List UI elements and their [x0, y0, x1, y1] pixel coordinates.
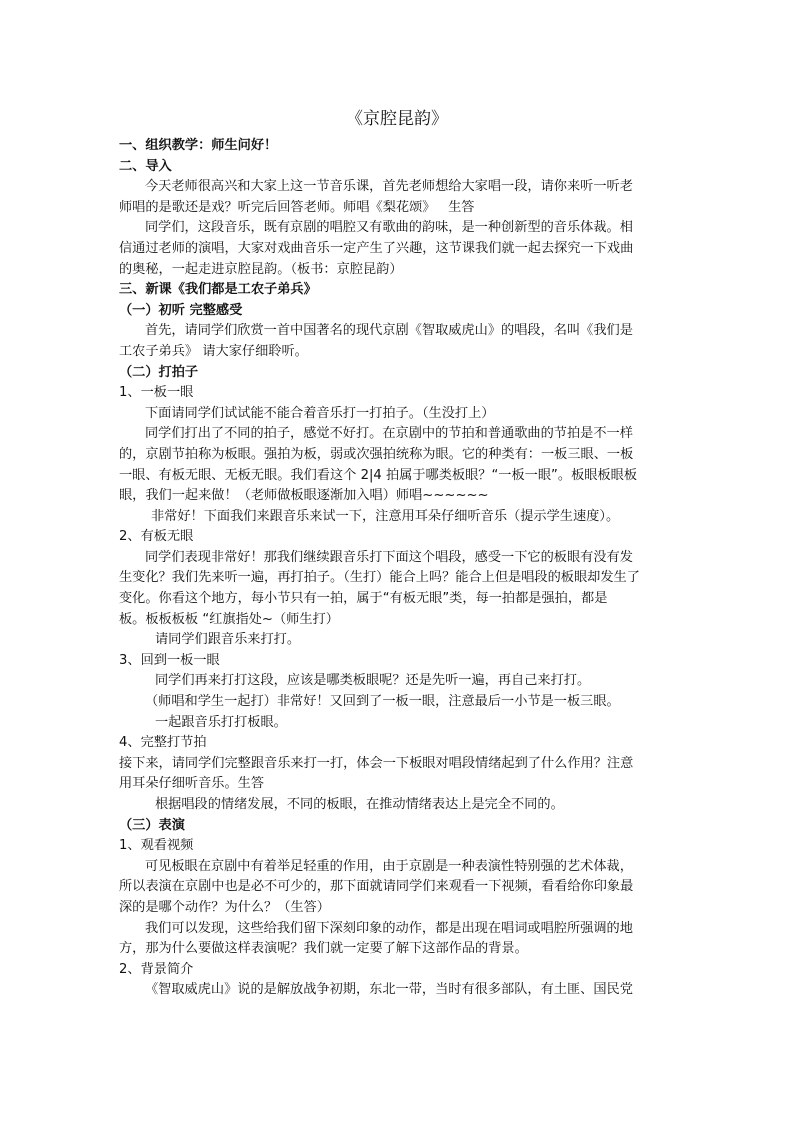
item-heading: 4、完整打节拍: [119, 735, 207, 751]
item-heading: 3、回到一板一眼: [119, 652, 220, 668]
paragraph-line: 今天老师很高兴和大家上这一节音乐课，首先老师想给大家唱一段，请你来听一听老: [145, 179, 633, 195]
paragraph-line: 一眼、有板无眼、无板无眼。我们看这个 2|4 拍属于哪类板眼？“一板一眼”。板眼板眼板: [119, 467, 638, 483]
paragraph-line: 的奥秘，一起走进京腔昆韵。（板书：京腔昆韵）: [119, 261, 403, 277]
subsection-heading: （一）初听 完整感受: [119, 302, 243, 318]
paragraph-line: 一起跟音乐打打板眼。: [155, 714, 287, 730]
paragraph-line: （师唱和学生一起打）非常好！又回到了一板一眼，注意最后一小节是一板三眼。: [145, 694, 620, 710]
paragraph-line: 同学们再来打打这段，应该是哪类板眼呢？还是先听一遍，再自己来打打。: [155, 673, 591, 689]
document-body: [119, 136, 675, 1001]
paragraph-line: 方，那为什么要做这样表演呢？我们就一定要了解下这部作品的背景。: [119, 941, 528, 957]
paragraph-line: 工农子弟兵》 请大家仔细聆听。: [119, 343, 308, 359]
paragraph-line: 同学们表现非常好！那我们继续跟音乐打下面这个唱段，感受一下它的板眼有没有发: [145, 549, 633, 565]
paragraph-line: 的，京剧节拍称为板眼。强拍为板，弱或次强拍统称为眼。它的种类有：一板三眼、一板: [119, 446, 634, 462]
subsection-heading: （三）表演: [119, 817, 185, 833]
paragraph-line: 信通过老师的演唱，大家对戏曲音乐一定产生了兴趣，这节课我们就一起去探究一下戏曲: [119, 240, 634, 256]
section-heading: 二、导入: [119, 158, 172, 174]
paragraph-line: 同学们，这段音乐，既有京剧的唱腔又有歌曲的韵味，是一种创新型的音乐体裁。相: [145, 220, 633, 236]
item-heading: 2、有板无眼: [119, 529, 194, 545]
item-heading: 2、背景简介: [119, 961, 194, 977]
paragraph-line: 《智取威虎山》说的是解放战争初期，东北一带，当时有很多部队，有土匪、国民党: [145, 982, 633, 998]
paragraph-line: 生变化？我们先来听一遍，再打拍子。（生打）能合上吗？能合上但是唱段的板眼却发生了: [119, 570, 640, 586]
paragraph-line: 下面请同学们试试能不能合着音乐打一打拍子。（生没打上）: [145, 405, 495, 421]
paragraph-line: 可见板眼在京剧中有着举足轻重的作用，由于京剧是一种表演性特别强的艺术体裁，: [145, 858, 633, 874]
paragraph-line: 深的是哪个动作？为什么？（生答）: [119, 899, 330, 915]
item-heading: 1、观看视频: [119, 838, 194, 854]
section-heading: 一、组织教学：师生问好！: [119, 138, 278, 153]
paragraph-line: 我们可以发现，这些给我们留下深刻印象的动作，都是出现在唱词或唱腔所强调的地: [145, 920, 633, 936]
paragraph-line: 变化。你看这个地方，每小节只有一拍，属于“有板无眼”类，每一拍都是强拍，都是: [119, 591, 608, 607]
item-heading: 1、一板一眼: [119, 385, 194, 401]
paragraph-line: 接下来，请同学们完整跟音乐来打一打，体会一下板眼对唱段情绪起到了什么作用？注意: [119, 755, 634, 771]
paragraph-line: 板。板板板板 “红旗指处~（师生打）: [119, 611, 339, 627]
paragraph-line: 根据唱段的情绪发展，不同的板眼，在推动情绪表达上是完全不同的。: [155, 797, 564, 812]
paragraph-line: 师唱的是歌还是戏？听完后回答老师。师唱《梨花颂》 生答: [119, 199, 475, 215]
paragraph-line: 首先，请同学们欣赏一首中国著名的现代京剧《智取威虎山》的唱段，名叫《我们是: [145, 323, 633, 339]
document-title: 《京腔昆韵》: [346, 109, 448, 129]
paragraph-line: 请同学们跟音乐来打打。: [155, 632, 301, 648]
paragraph-line: 眼，我们一起来做！（老师做板眼逐渐加入唱）师唱~~~~~~: [119, 488, 489, 504]
paragraph-line: 同学们打出了不同的拍子，感觉不好打。在京剧中的节拍和普通歌曲的节拍是不一样: [145, 426, 633, 442]
subsection-heading: （二）打拍子: [119, 364, 199, 380]
paragraph-line: 用耳朵仔细听音乐。生答: [119, 776, 265, 792]
paragraph-line: 非常好！下面我们来跟音乐来试一下，注意用耳朵仔细听音乐（提示学生速度）。: [151, 508, 620, 524]
paragraph-line: 所以表演在京剧中也是必不可少的，那下面就请同学们来观看一下视频，看看给你印象最: [119, 879, 634, 895]
section-heading: 三、新课《我们都是工农子弟兵》: [119, 282, 317, 298]
